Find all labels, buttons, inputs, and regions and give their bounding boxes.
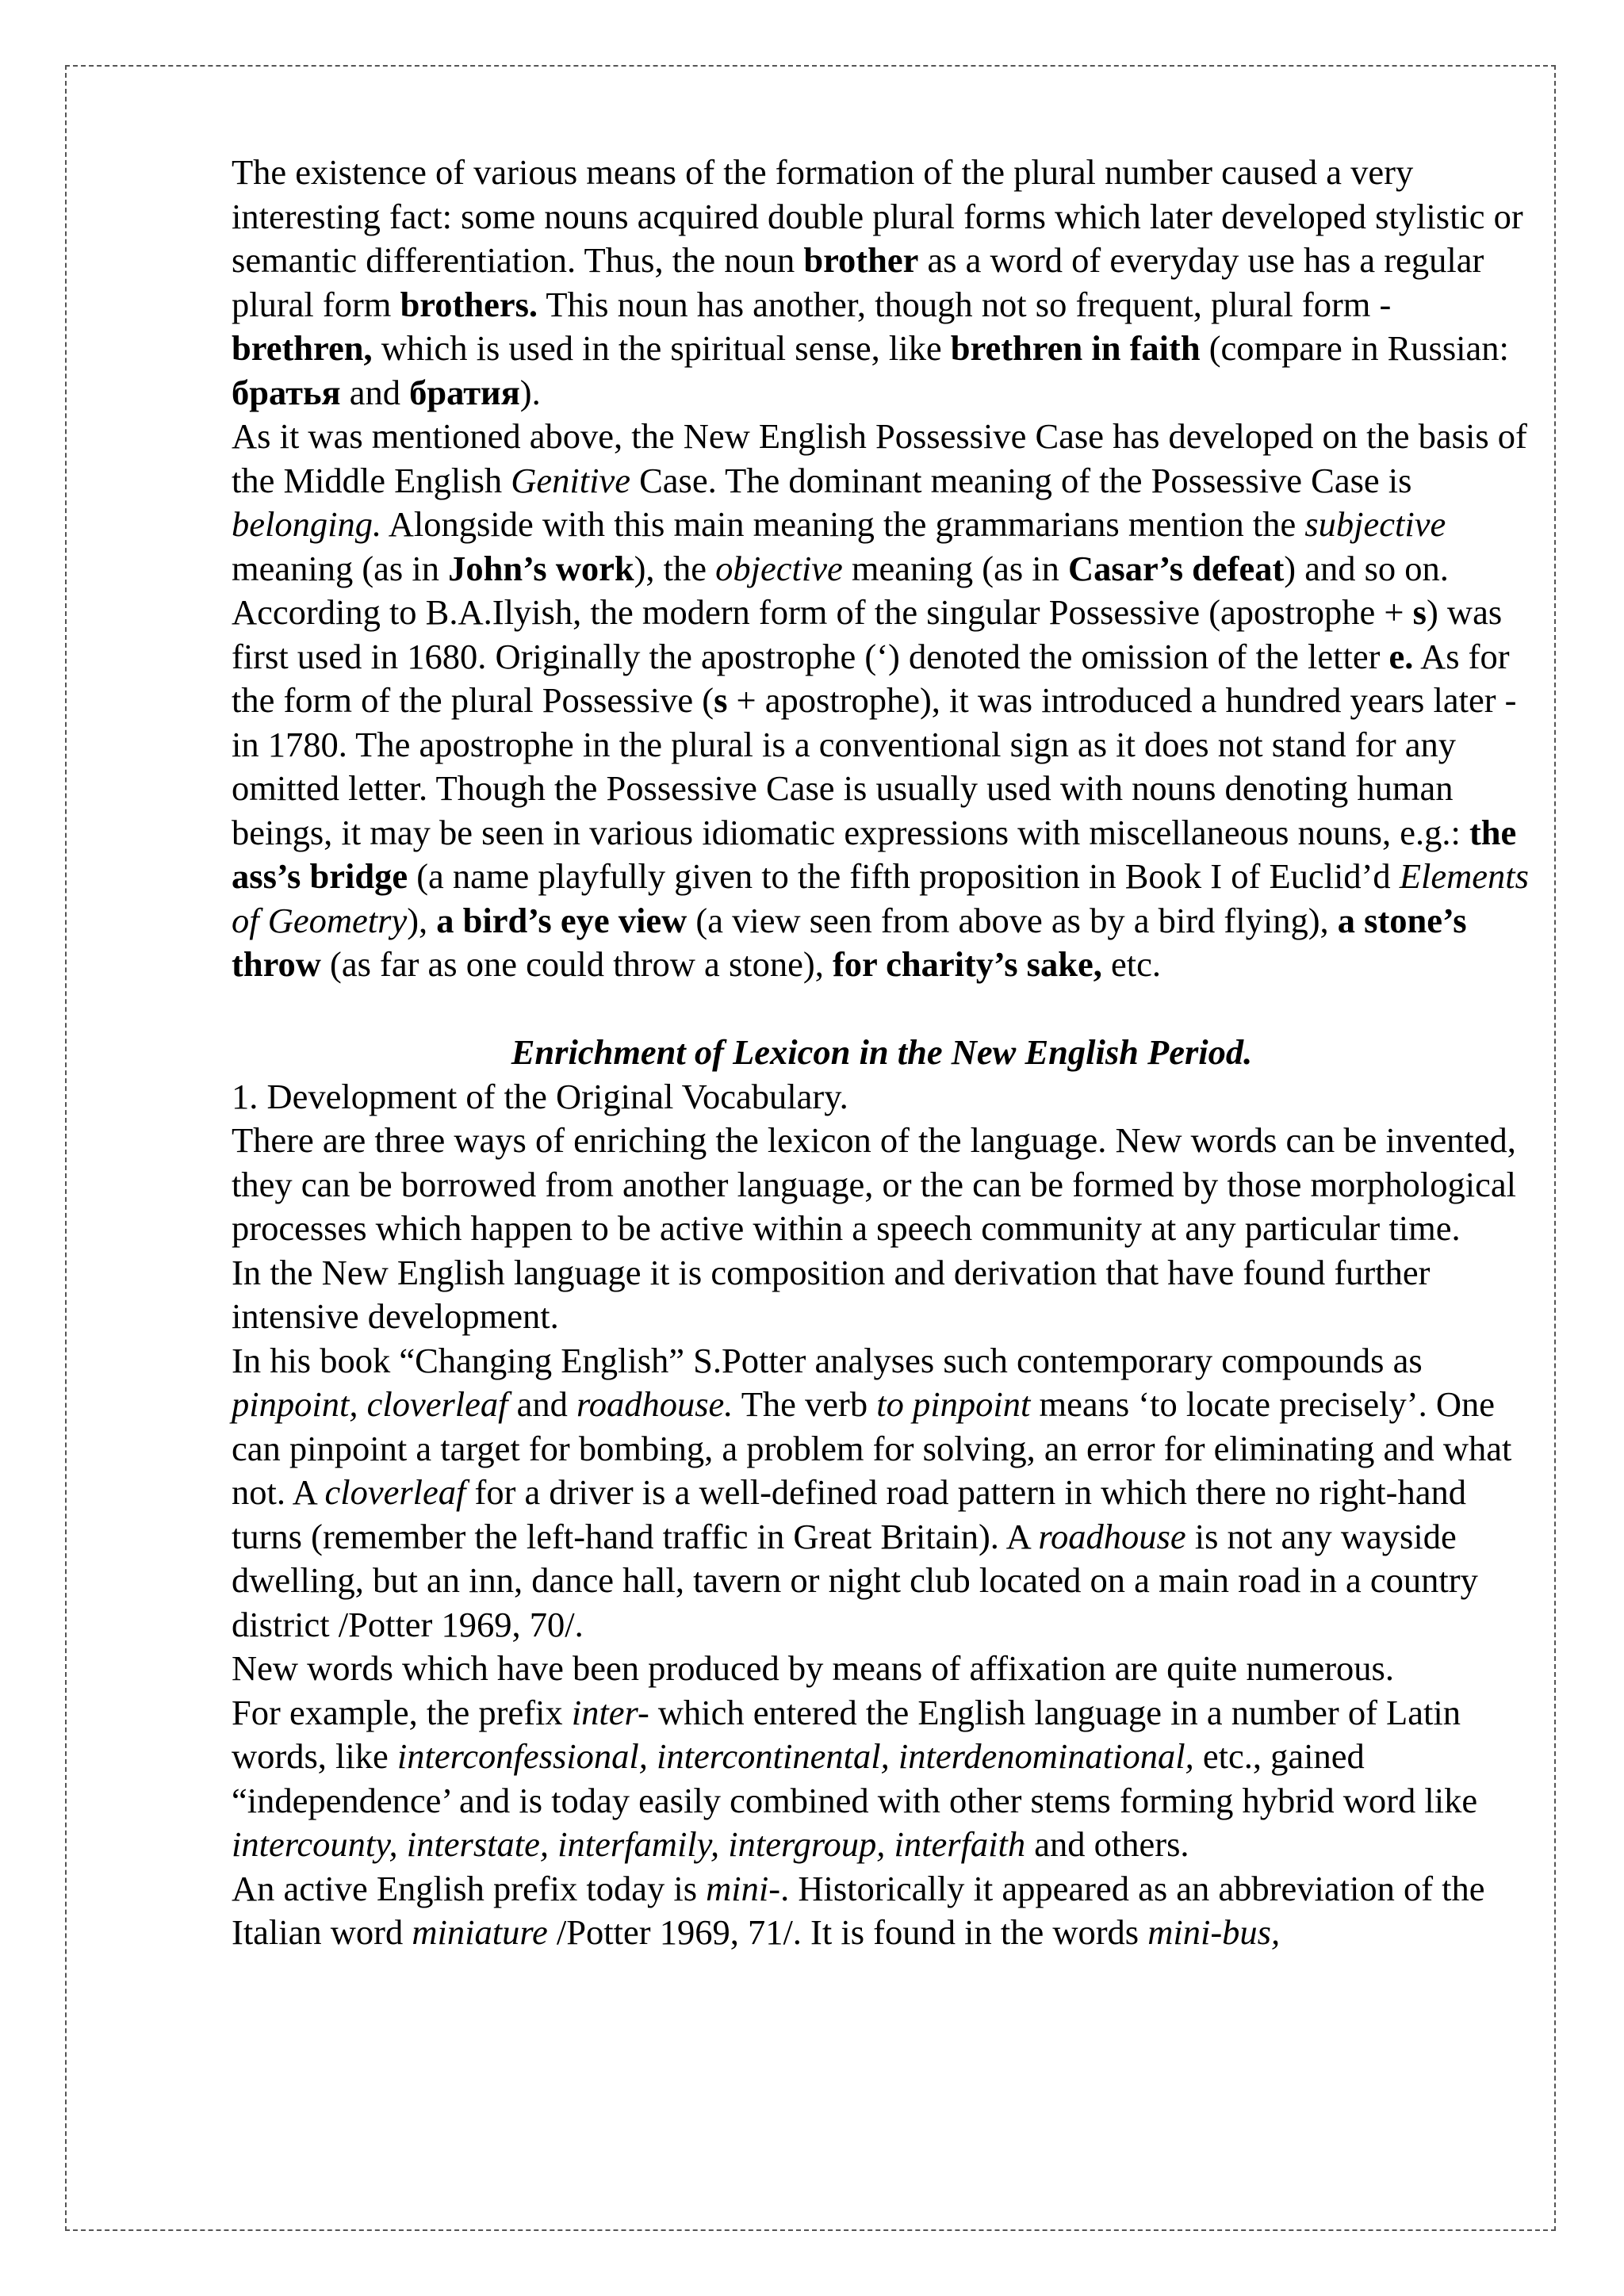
paragraph-possessive-case: As it was mentioned above, the New English Possessive Case has developed on the basis of the Middle English Genitive Case. The dominant meaning of the Possessive Case is belonging. Alongside with this main meaning the grammarians mention the subjective meaning (as in John’s work), the objective meaning (as in Casar’s defeat) and so on. According to B.A.Ilyish, the modern form of the singular Possessive (apostrophe + s) was first used in 1680. Originally the apostrophe (‘) denoted the omission of the letter e. As for the form of the plural Possessive (s + apostrophe), it was introduced a hundred years later - in 1780. The apostrophe in the plural is a conventional sign as it does not stand for any omitted letter. Though the Possessive Case is usually used with nouns denoting human beings, it may be seen in various idiomatic expressions with miscellaneous nouns, e.g.: the ass’s bridge (a name playfully given to the fifth proposition in Book I of Euclid’d Elements of Geometry), a bird’s eye view (a view seen from above as by a bird flying), a stone’s throw (as far as one could throw a stone), for charity’s sake, etc. bbox=[232, 416, 1529, 984]
section-heading: Enrichment of Lexicon in the New English Period. bbox=[511, 1032, 1253, 1072]
subsection-title: 1. Development of the Original Vocabulary. bbox=[232, 1076, 848, 1116]
paragraph-affixation: New words which have been produced by means of affixation are quite numerous. bbox=[232, 1648, 1394, 1688]
paragraph-plural-forms: The existence of various means of the formation of the plural number caused a very interesting fact: some nouns acquired double plural forms which later developed stylistic or semantic differentiation. Thus, the noun brother as a word of everyday use has a regular plural form brothers. This noun has another, though not so frequent, plural form - brethren, which is used in the spiritual sense, like brethren in faith (compare in Russian: братья and братия). bbox=[232, 152, 1523, 412]
paragraph-composition: In the New English language it is composition and derivation that have found further intensive development. bbox=[232, 1252, 1431, 1336]
blank-line bbox=[232, 987, 1532, 1031]
document-body bbox=[232, 151, 1532, 1955]
paragraph-enriching-ways: There are three ways of enriching the lexicon of the language. New words can be invented, they can be borrowed from another language, or the can be formed by those morphological processes which happen to be active within a speech community at any particular time. bbox=[232, 1120, 1516, 1248]
paragraph-inter-prefix: For example, the prefix inter- which entered the English language in a number of Latin words, like interconfessional, intercontinental, interdenominational, etc., gained “independence’ and is today easily combined with other stems forming hybrid word like intercounty, interstate, interfamily, intergroup, interfaith and others. bbox=[232, 1692, 1478, 1864]
paragraph-potter-compounds: In his book “Changing English” S.Potter analyses such contemporary compounds as pinpoint, cloverleaf and roadhouse. The verb to pinpoint means ‘to locate precisely’. One can pinpoint a target for bombing, a problem for solving, an error for eliminating and what not. A cloverleaf for a driver is a well-defined road pattern in which there no right-hand turns (remember the left-hand traffic in Great Britain). A roadhouse is not any wayside dwelling, but an inn, dance hall, tavern or night club located on a main road in a country district /Potter 1969, 70/. bbox=[232, 1340, 1512, 1644]
paragraph-mini-prefix: An active English prefix today is mini-. Historically it appeared as an abbreviation of the Italian word miniature /Potter 1969, 71/. It is found in the words mini-bus, bbox=[232, 1868, 1485, 1952]
